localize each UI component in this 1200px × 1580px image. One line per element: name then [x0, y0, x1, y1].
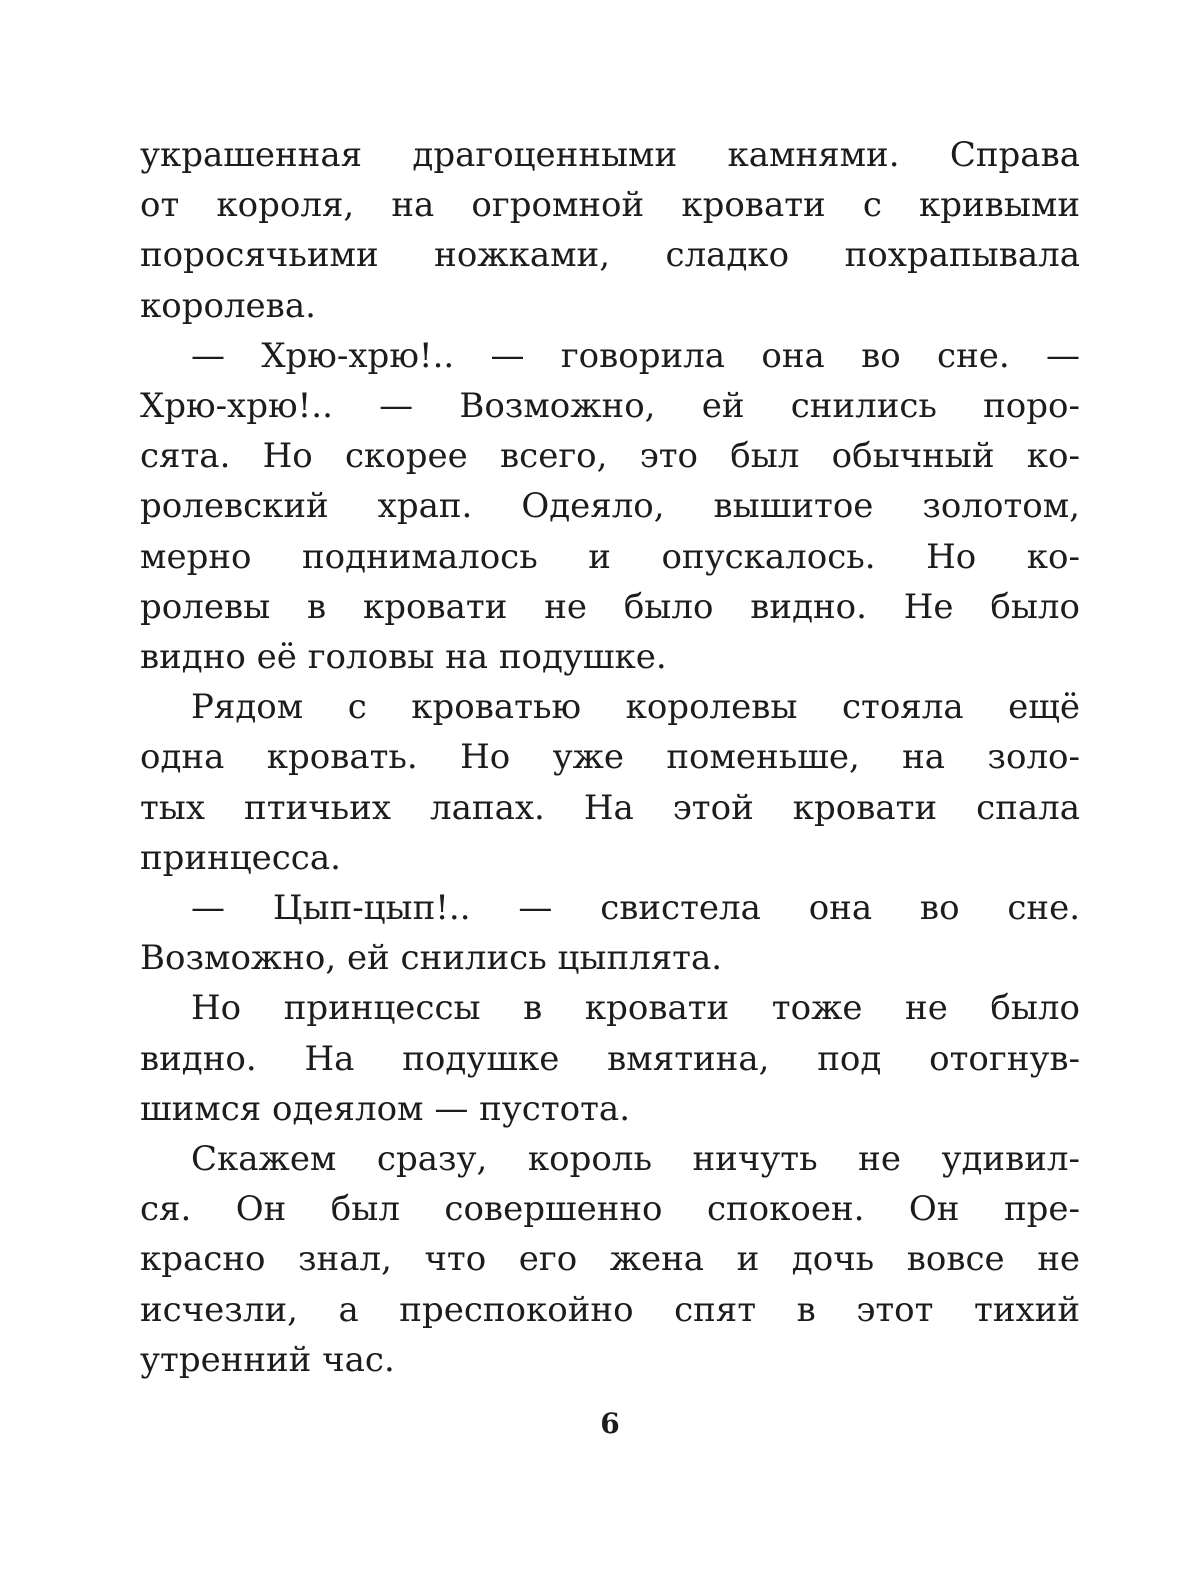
- text-line: поросячьими ножками, сладко похрапывала: [140, 235, 1080, 276]
- text-line: Рядом с кроватью королевы стояла ещё: [191, 687, 1080, 728]
- text-line: шимся одеялом — пустота.: [140, 1088, 630, 1129]
- text-line: Но принцессы в кровати тоже не было: [191, 988, 1080, 1029]
- text-line: утренний час.: [140, 1339, 395, 1380]
- text-line: мерно поднималось и опускалось. Но ко-: [140, 536, 1080, 577]
- text-line: украшенная драгоценными камнями. Справа: [140, 135, 1080, 175]
- text-line: сята. Но скорее всего, это был обычный ко-: [140, 436, 1080, 477]
- text-line: видно её головы на подушке.: [140, 637, 667, 678]
- text-line: красно знал, что его жена и дочь вовсе не: [140, 1239, 1080, 1280]
- text-line: тых птичьих лапах. На этой кровати спала: [140, 787, 1080, 828]
- text-line: ся. Он был совершенно спокоен. Он пре-: [140, 1189, 1080, 1230]
- text-line: Хрю-хрю!.. — Возможно, ей снились поро-: [140, 386, 1080, 427]
- text-line: королева.: [140, 285, 316, 326]
- text-line: видно. На подушке вмятина, под отогнув-: [140, 1038, 1080, 1079]
- text-line: ролевы в кровати не было видно. Не было: [140, 586, 1080, 627]
- text-line: ролевский храп. Одеяло, вышитое золотом,: [140, 486, 1080, 527]
- text-line: от короля, на огромной кровати с кривыми: [140, 185, 1080, 226]
- text-line: Скажем сразу, король ничуть не удивил-: [191, 1139, 1080, 1180]
- text-line: одна кровать. Но уже поменьше, на золо-: [140, 737, 1080, 778]
- text-line: — Цып-цып!.. — свистела она во сне.: [191, 888, 1080, 929]
- text-line: Возможно, ей снились цыплята.: [140, 938, 723, 979]
- text-line: — Хрю-хрю!.. — говорила она во сне. —: [191, 335, 1080, 376]
- text-line: исчезли, а преспокойно спят в этот тихий: [140, 1289, 1080, 1330]
- text-line: принцесса.: [140, 837, 341, 878]
- body-text: [140, 130, 1080, 1385]
- page-number: 6: [600, 1407, 620, 1440]
